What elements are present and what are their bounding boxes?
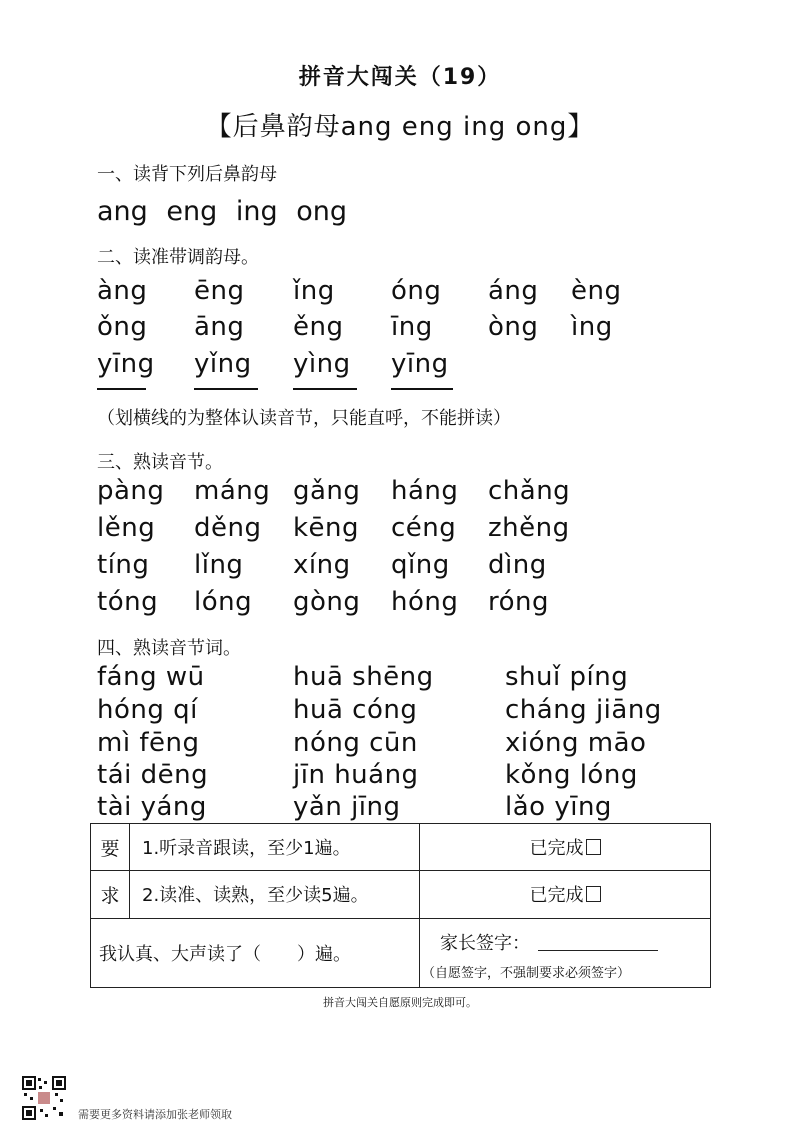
- toned-final: ǒng: [97, 312, 148, 342]
- syllable: kēng: [293, 513, 360, 543]
- syllable: gǎng: [293, 476, 361, 506]
- syllable: céng: [391, 513, 457, 543]
- toned-final: ìng: [571, 312, 613, 342]
- parent-sign-cell: [420, 918, 711, 987]
- footer-note: 拼音大闯关自愿原则完成即可。: [323, 996, 477, 1009]
- syllable: pàng: [97, 476, 165, 506]
- qr-code-icon: [22, 1076, 66, 1120]
- parent-sign-row: [440, 929, 658, 955]
- requirements-label-top: 要: [91, 824, 130, 871]
- section-4-heading: 四、熟读音节词。: [97, 638, 241, 659]
- toned-final: óng: [391, 276, 442, 306]
- syllable-underline: [194, 388, 258, 390]
- syllable: máng: [194, 476, 271, 506]
- syllable: qǐng: [391, 550, 450, 580]
- syllable-word: tái dēng: [97, 760, 209, 790]
- final-item: ong: [296, 196, 347, 227]
- toned-final: èng: [571, 276, 622, 306]
- whole-syllable-note: （划横线的为整体认读音节，只能直呼，不能拼读）: [97, 408, 511, 429]
- section-1-heading: 一、读背下列后鼻韵母: [97, 164, 277, 185]
- section-3-heading: 三、熟读音节。: [97, 452, 223, 473]
- signature-line[interactable]: [538, 934, 658, 951]
- syllable: zhěng: [488, 513, 570, 543]
- requirement-1: 1.听录音跟读，至少1遍。: [130, 824, 420, 871]
- syllable-word: shuǐ píng: [505, 662, 629, 692]
- syllable: tíng: [97, 550, 150, 580]
- toned-final: ǐng: [293, 276, 335, 306]
- toned-final: àng: [97, 276, 148, 306]
- syllable-word: huā shēng: [293, 662, 434, 692]
- syllable-underline: [293, 388, 357, 390]
- syllable-word: xióng māo: [505, 728, 647, 758]
- syllable: tóng: [97, 587, 159, 617]
- done-label: 已完成: [529, 838, 584, 860]
- final-item: eng: [166, 196, 218, 227]
- requirement-1-status: [420, 824, 711, 871]
- sign-note: （自愿签字，不强制要求必须签字）: [422, 965, 631, 981]
- toned-final: òng: [488, 312, 539, 342]
- done-label: 已完成: [529, 885, 584, 907]
- syllable-underline: [97, 388, 146, 390]
- syllable-word: yǎn jīng: [293, 792, 401, 822]
- toned-final: ěng: [293, 312, 344, 342]
- syllable: chǎng: [488, 476, 571, 506]
- parent-sign-label: 家长签字：: [440, 932, 530, 954]
- requirement-2-status: [420, 871, 711, 918]
- requirements-label-bottom: 求: [91, 871, 130, 918]
- syllable: lěng: [97, 513, 156, 543]
- read-count-cell: [91, 918, 420, 987]
- syllable: hóng: [391, 587, 459, 617]
- checkbox[interactable]: [586, 886, 601, 902]
- syllable-word: jīn huáng: [293, 760, 419, 790]
- syllable: lǐng: [194, 550, 244, 580]
- syllable-word: tài yáng: [97, 792, 207, 822]
- syllable-word: fáng wū: [97, 662, 205, 692]
- whole-syllable: yǐng: [194, 349, 252, 379]
- syllable: lóng: [194, 587, 253, 617]
- toned-final: āng: [194, 312, 245, 342]
- final-item: ing: [235, 196, 278, 227]
- syllable-word: cháng jiāng: [505, 695, 662, 725]
- toned-final: īng: [391, 312, 433, 342]
- syllable-word: nóng cūn: [293, 728, 418, 758]
- toned-final: áng: [488, 276, 539, 306]
- syllable-word: mì fēng: [97, 728, 200, 758]
- requirement-2: 2.读准、读熟，至少读5遍。: [130, 871, 420, 918]
- section-2-heading: 二、读准带调韵母。: [97, 247, 259, 268]
- whole-syllable: yìng: [293, 349, 351, 379]
- promo-text: 需要更多资料请添加张老师领取: [78, 1108, 232, 1121]
- read-count-text: 我认真、大声读了（ ）遍。: [99, 943, 351, 965]
- syllable: děng: [194, 513, 262, 543]
- whole-syllable: yīng: [391, 349, 449, 379]
- syllable: xíng: [293, 550, 351, 580]
- syllable: róng: [488, 587, 550, 617]
- syllable: dìng: [488, 550, 547, 580]
- syllable-word: hóng qí: [97, 695, 198, 725]
- syllable: gòng: [293, 587, 361, 617]
- whole-syllable: yīng: [97, 349, 155, 379]
- final-item: ang: [97, 196, 148, 227]
- syllable-word: lǎo yīng: [505, 792, 612, 822]
- page-subtitle: 【后鼻韵母ang eng ing ong】: [205, 112, 595, 142]
- requirements-table: [90, 823, 711, 988]
- syllable-word: huā cóng: [293, 695, 418, 725]
- syllable: háng: [391, 476, 459, 506]
- page-title: 拼音大闯关（19）: [298, 65, 502, 90]
- toned-final: ēng: [194, 276, 245, 306]
- checkbox[interactable]: [586, 839, 601, 855]
- syllable-word: kǒng lóng: [505, 760, 638, 790]
- syllable-underline: [391, 388, 453, 390]
- section-1-finals: [97, 196, 347, 227]
